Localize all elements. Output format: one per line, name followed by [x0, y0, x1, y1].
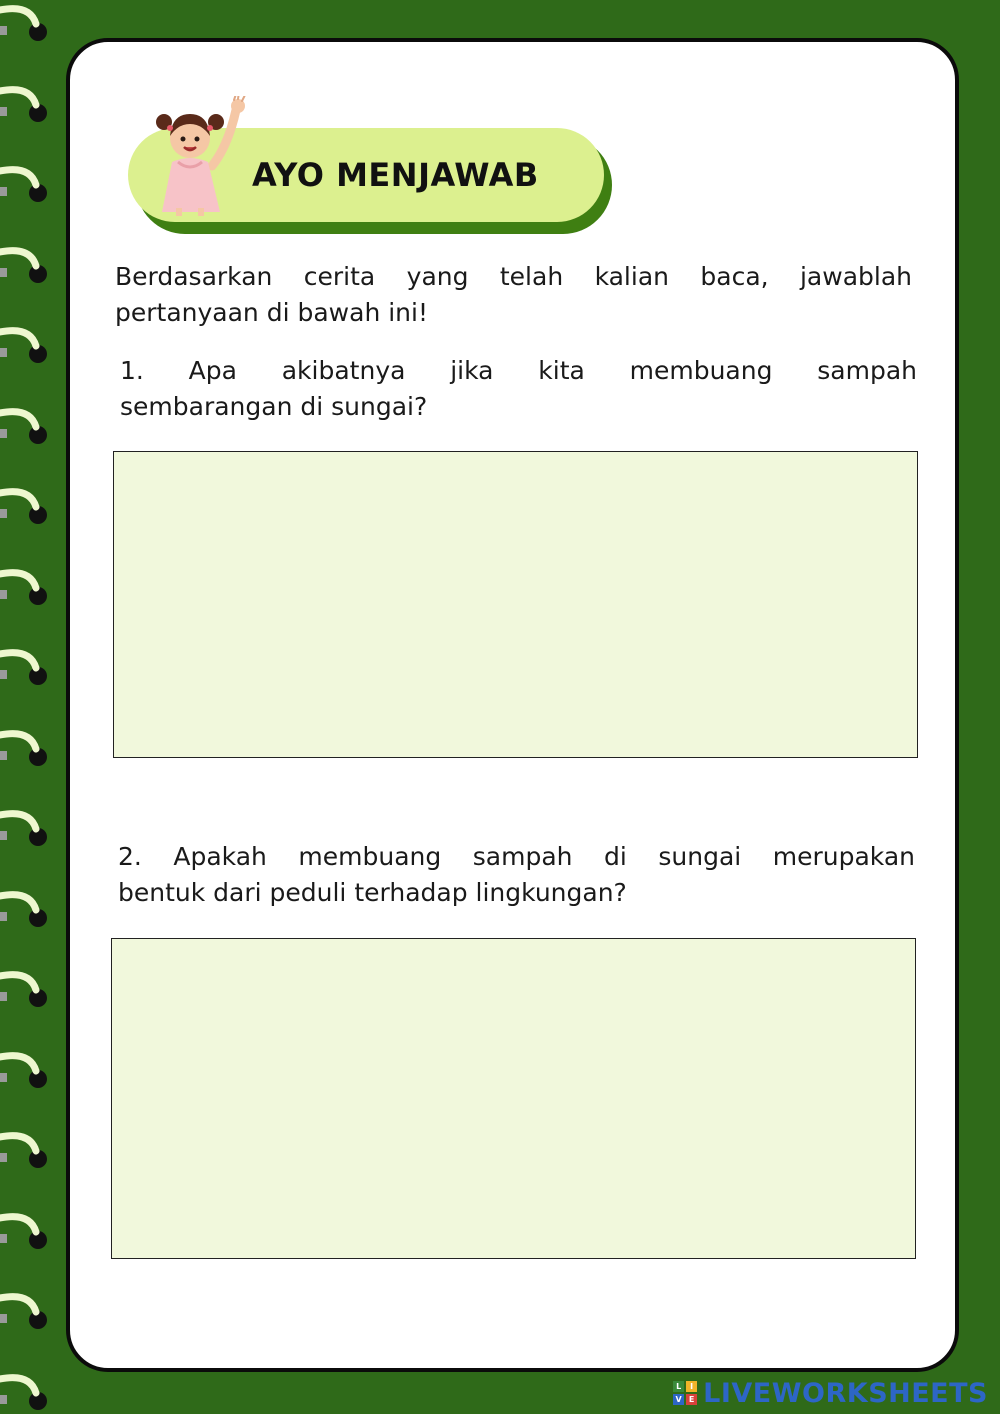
- spiral-binding: [0, 0, 60, 1414]
- spiral-ring-icon: [0, 1129, 52, 1169]
- spiral-ring-icon: [0, 1049, 52, 1089]
- logo-letter: L: [673, 1381, 684, 1392]
- question-1-line-2: sembarangan di sungai?: [120, 392, 428, 421]
- instruction-line-1: Berdasarkan cerita yang telah kalian baca, jawablah: [115, 262, 912, 291]
- spiral-ring-icon: [0, 888, 52, 928]
- spiral-ring-icon: [0, 485, 52, 525]
- spiral-ring-icon: [0, 807, 52, 847]
- spiral-ring-icon: [0, 83, 52, 123]
- question-1: [120, 353, 917, 425]
- spiral-ring-icon: [0, 163, 52, 203]
- spiral-ring-icon: [0, 244, 52, 284]
- question-1-line-1: 1. Apa akibatnya jika kita membuang sampah: [120, 356, 917, 385]
- spiral-ring-icon: [0, 1371, 52, 1411]
- answer-box-1[interactable]: [113, 451, 918, 758]
- spiral-ring-icon: [0, 405, 52, 445]
- instruction-line-2: pertanyaan di bawah ini!: [115, 298, 428, 327]
- watermark-text: LIVEWORKSHEETS: [703, 1377, 988, 1409]
- spiral-ring-icon: [0, 2, 52, 42]
- spiral-ring-icon: [0, 324, 52, 364]
- logo-letter: E: [686, 1394, 697, 1405]
- spiral-ring-icon: [0, 566, 52, 606]
- logo-letter: I: [686, 1381, 697, 1392]
- logo-letter: V: [673, 1394, 684, 1405]
- page-title: AYO MENJAWAB: [252, 156, 539, 194]
- instruction-text: [115, 259, 912, 331]
- question-2-line-2: bentuk dari peduli terhadap lingkungan?: [118, 878, 627, 907]
- question-2: [118, 839, 915, 911]
- spiral-ring-icon: [0, 1290, 52, 1330]
- spiral-ring-icon: [0, 646, 52, 686]
- liveworksheets-logo-icon: [673, 1381, 697, 1405]
- waving-girl-icon: [150, 96, 260, 216]
- answer-box-2[interactable]: [111, 938, 916, 1259]
- spiral-ring-icon: [0, 1210, 52, 1250]
- liveworksheets-watermark: [673, 1378, 988, 1408]
- spiral-ring-icon: [0, 968, 52, 1008]
- question-2-line-1: 2. Apakah membuang sampah di sungai merupakan: [118, 842, 915, 871]
- spiral-ring-icon: [0, 727, 52, 767]
